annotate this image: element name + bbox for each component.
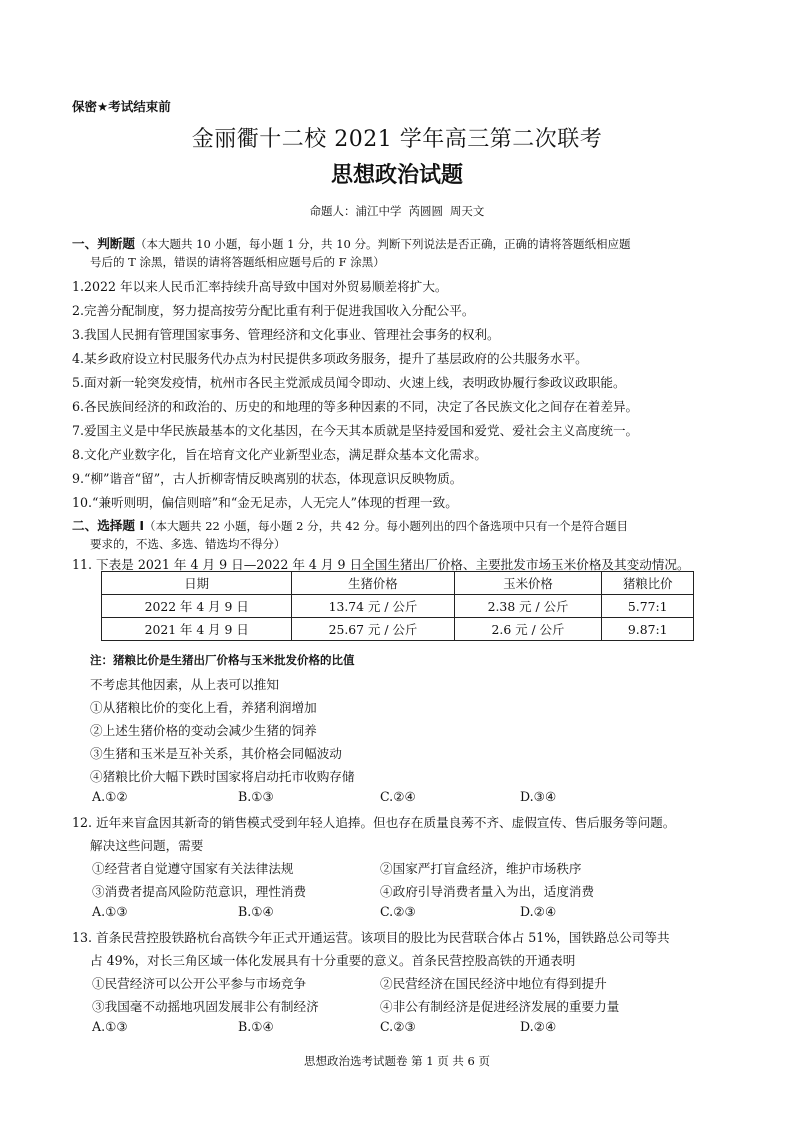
price-table (101, 571, 694, 641)
table-cell: 5.77:1 (602, 595, 694, 618)
q13-option-c[interactable]: C.②③ (380, 1019, 416, 1034)
section2-heading: 二、选择题 I (72, 518, 145, 533)
q12-option-c[interactable]: C.②③ (380, 904, 416, 919)
q13-statement: ④非公有制经济是促进经济发展的重要力量 (380, 999, 620, 1014)
section1-instruction: （本大题共 10 小题，每小题 1 分，共 10 分。判断下列说法是否正确，正确的请将答题纸相应题 (134, 237, 631, 251)
q12-statement: ②国家严打盲盒经济，维护市场秩序 (380, 861, 582, 876)
q13-option-a[interactable]: A.①③ (92, 1019, 128, 1034)
table-cell: 2.6 元 / 公斤 (454, 618, 602, 641)
q11-statement: ③生猪和玉米是互补关系，其价格会同幅波动 (90, 746, 342, 761)
q12-statement: ①经营者自觉遵守国家有关法律法规 (92, 861, 294, 876)
q12-statement: ④政府引导消费者量入为出，适度消费 (380, 884, 595, 899)
judge-item: 5.面对新一轮突发疫情，杭州市各民主党派成员闻令即动、火速上线，表明政协履行参政议政职能。 (72, 375, 626, 390)
table-header-cell: 玉米价格 (454, 572, 602, 595)
q11-option-c[interactable]: C.②④ (380, 789, 416, 804)
q12-statement: ③消费者提高风险防范意识，理性消费 (92, 884, 307, 899)
section2-header (72, 515, 628, 534)
judge-item: 9.“柳”谐音“留”，古人折柳寄情反映离别的状态，体现意识反映物质。 (72, 471, 463, 486)
q12-option-a[interactable]: A.①③ (92, 904, 128, 919)
table-row (102, 595, 694, 618)
table-cell: 25.67 元 / 公斤 (292, 618, 454, 641)
table-cell: 9.87:1 (602, 618, 694, 641)
q11-lead: 不考虑其他因素，从上表可以推知 (90, 677, 279, 692)
section1-instruction-cont: 号后的 T 涂黑，错误的请将答题纸相应题号后的 F 涂黑） (90, 255, 385, 269)
table-cell: 13.74 元 / 公斤 (292, 595, 454, 618)
q13-stem: 13. 首条民营控股铁路杭台高铁今年正式开通运营。该项目的股比为民营联合体占 51%，国铁路总公司等共 (72, 930, 670, 945)
judge-item: 2.完善分配制度，努力提高按劳分配比重有利于促进我国收入分配公平。 (72, 303, 475, 318)
judge-item: 8.文化产业数字化，旨在培育文化产业新型业态，满足群众基本文化需求。 (72, 447, 488, 462)
q13-statement: ①民营经济可以公开公平参与市场竞争 (92, 976, 307, 991)
q11-stem: 11. 下表是 2021 年 4 月 9 日—2022 年 4 月 9 日全国生猪出厂价格、主要批发市场玉米价格及其变动情况。 (72, 557, 690, 572)
exam-title: 金丽衢十二校 2021 学年高三第二次联考 (191, 127, 603, 152)
judge-item: 10.“兼听则明，偏信则暗”和“金无足赤，人无完人”体现的哲理一致。 (72, 495, 458, 510)
section1-header (72, 233, 630, 252)
judge-item: 3.我国人民拥有管理国家事务、管理经济和文化事业、管理社会事务的权利。 (72, 327, 500, 342)
judge-item: 7.爱国主义是中华民族最基本的文化基因，在今天其本质就是坚持爱国和爱党、爱社会主义高度统一。 (72, 423, 639, 438)
q11-option-d[interactable]: D.③④ (520, 789, 557, 804)
authors-line: 命题人：浦江中学 芮圆圆 周天文 (309, 204, 485, 218)
table-row (102, 618, 694, 641)
section2-instruction: （本大题共 22 小题，每小题 2 分，共 42 分。每小题列出的四个备选项中只有一个是符合题目 (144, 519, 629, 533)
exam-subtitle: 思想政治试题 (330, 163, 463, 188)
q12-option-b[interactable]: B.①④ (238, 904, 274, 919)
q13-statement: ②民营经济在国民经济中地位有得到提升 (380, 976, 607, 991)
page-footer: 思想政治选考试题卷 第 1 页 共 6 页 (303, 1054, 491, 1068)
judge-item: 4.某乡政府设立村民服务代办点为村民提供多项政务服务，提升了基层政府的公共服务水平。 (72, 351, 588, 366)
table-header-cell: 日期 (102, 572, 292, 595)
q11-statement: ④猪粮比价大幅下跌时国家将启动托市收购存储 (90, 769, 355, 784)
table-cell: 2022 年 4 月 9 日 (102, 595, 292, 618)
q13-option-b[interactable]: B.①④ (238, 1019, 274, 1034)
q13-statement: ③我国毫不动摇地巩固发展非公有制经济 (92, 999, 319, 1014)
judge-item: 6.各民族间经济的和政治的、历史的和地理的等多种因素的不同，决定了各民族文化之间存在着差异。 (72, 399, 639, 414)
table-header-row (102, 572, 694, 595)
q13-option-d[interactable]: D.②④ (520, 1019, 557, 1034)
table-cell: 2.38 元 / 公斤 (454, 595, 602, 618)
q11-option-a[interactable]: A.①② (92, 789, 128, 804)
table-header-cell: 猪粮比价 (602, 572, 694, 595)
q11-statement: ①从猪粮比价的变化上看，养猪利润增加 (90, 700, 317, 715)
section1-heading: 一、判断题 (72, 236, 135, 251)
table-cell: 2021 年 4 月 9 日 (102, 618, 292, 641)
confidential-mark: 保密★考试结束前 (72, 99, 171, 114)
q12-stem: 12. 近年来盲盒因其新奇的销售模式受到年轻人追捧。但也存在质量良莠不齐、虚假宣传、售后服务等问题。 (72, 815, 676, 830)
q11-note: 注：猪粮比价是生猪出厂价格与玉米批发价格的比值 (90, 653, 355, 667)
table-header-cell: 生猪价格 (292, 572, 454, 595)
judge-item: 1.2022 年以来人民币汇率持续升高导致中国对外贸易顺差将扩大。 (72, 279, 448, 294)
q13-stem-cont: 占 49%，对长三角区域一体化发展具有十分重要的意义。首条民营控股高铁的开通表明 (90, 953, 576, 968)
q11-statement: ②上述生猪价格的变动会减少生猪的饲养 (90, 723, 317, 738)
q12-option-d[interactable]: D.②④ (520, 904, 557, 919)
section2-instruction-cont: 要求的，不选、多选、错选均不得分） (90, 537, 286, 551)
q11-option-b[interactable]: B.①③ (238, 789, 274, 804)
q12-stem-cont: 解决这些问题，需要 (90, 838, 204, 853)
